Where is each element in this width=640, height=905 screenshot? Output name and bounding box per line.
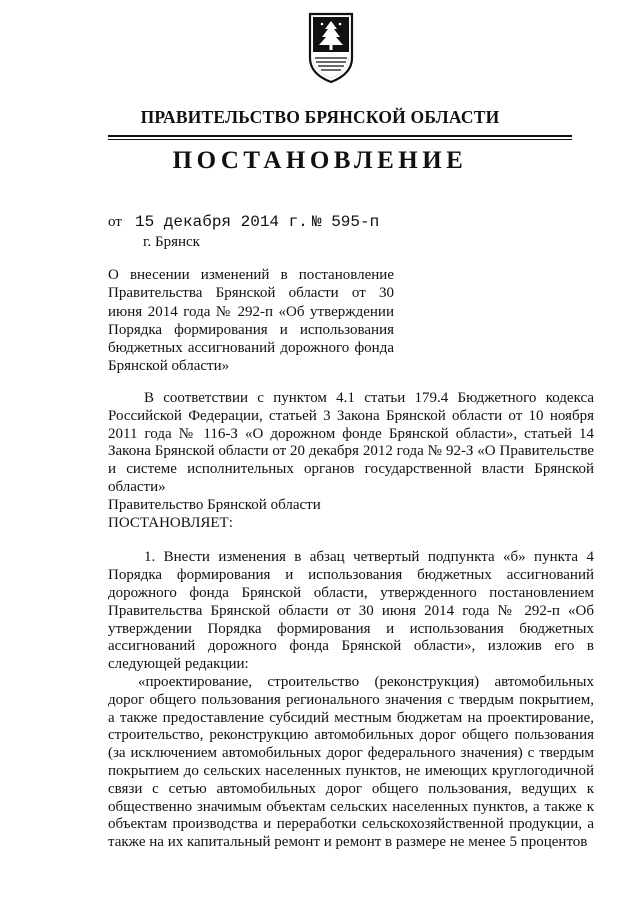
document-body [108,390,594,852]
resolves-line: ПОСТАНОВЛЯЕТ: [108,514,233,531]
government-title: ПРАВИТЕЛЬСТВО БРЯНСКОЙ ОБЛАСТИ [140,107,500,127]
document-number: № 595-п [312,213,380,231]
coat-of-arms-icon [308,12,354,84]
item-1-paragraph: 1. Внести изменения в абзац четвертый подпункта «б» пункта 4 Порядка формирования и использования бюджетных ассигнований дорожного фонда Брянской области, утвержденного постановлением Правительства Брянской области от 30 июня 2014 года № 292-п «Об утверждении Порядка формирования и использования бюджетных ассигнований дорожного фонда Брянской области», изложив его в следующей редакции: [108,549,594,673]
document-city: г. Брянск [143,234,200,250]
document-date: 15 декабря 2014 г. [135,213,308,231]
header-rule-thin [108,139,572,140]
header-rule-thick [108,135,572,137]
date-prefix: от [108,214,122,230]
document-subject: О внесении изменений в постановление Правительства Брянской области от 30 июня 2014 года № 292-п «Об утверждении Порядка формирования и использования бюджетных ассигнований дорожного фонда Брянской области» [108,267,394,375]
authority-line: Правительство Брянской области [108,496,321,513]
quoted-paragraph: «проектирование, строительство (реконструкция) автомобильных дорог общего пользования регионального значения с твердым покрытием, а также предоставление субсидий местным бюджетам на проектирование, строительство, реконструкцию автомобильных дорог общего пользования (за исключением автомобильных дорог федерального значения) с твердым покрытием до сельских населенных пунктов, не имеющих круглогодичной связи с сетью автомобильных дорог общего пользования, ведущих к общественно значимым объектам сельских населенных пунктов, а также к объектам производства и переработки сельскохозяйственной продукции, а также на их капитальный ремонт и ремонт в размере не менее 5 процентов [108,673,594,851]
preamble-paragraph: В соответствии с пунктом 4.1 статьи 179.4 Бюджетного кодекса Российской Федерации, статьей 3 Закона Брянской области от 10 ноября 2011 года № 116-З «О дорожном фонде Брянской области», статьей 14 Закона Брянской области от 20 декабря 2012 года № 92-З «О Правительстве и системе исполнительных органов государственной власти Брянской области» [108,390,594,495]
date-line [108,213,380,231]
document-type: ПОСТАНОВЛЕНИЕ [172,147,468,174]
